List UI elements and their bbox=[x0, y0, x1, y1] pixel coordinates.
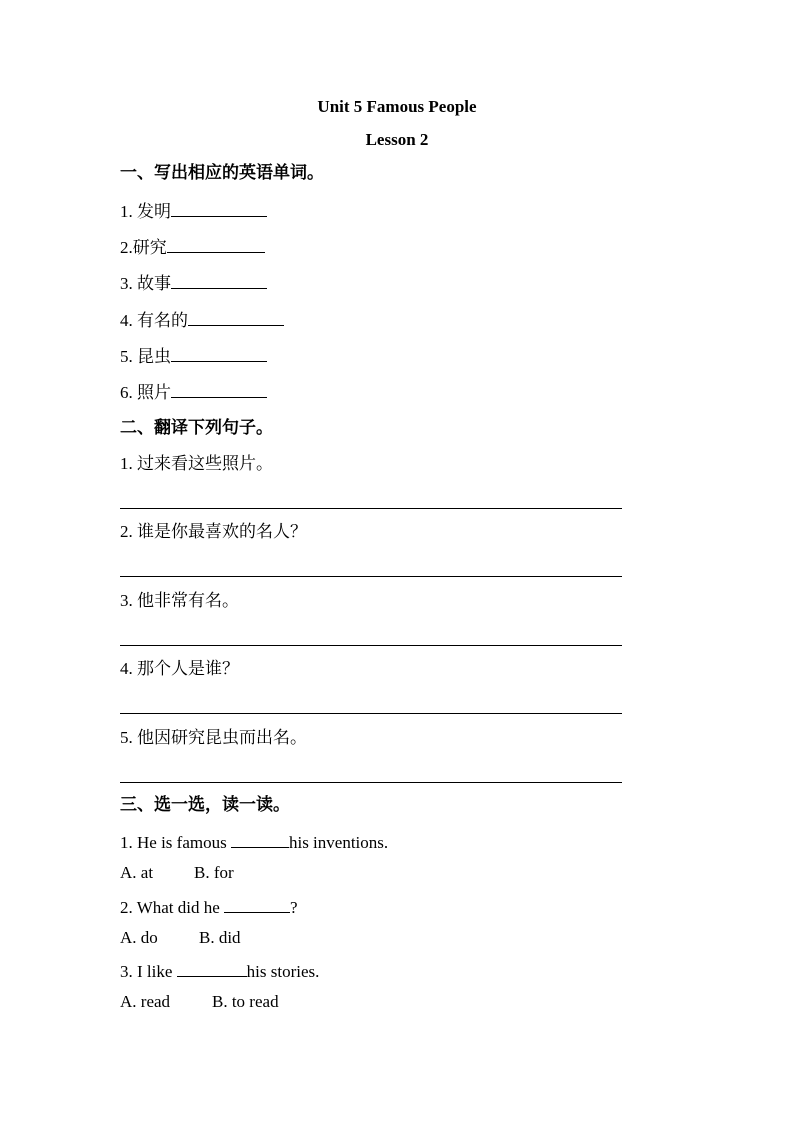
vocab-item-label: 5. 昆虫 bbox=[120, 347, 171, 366]
choice-question-3 bbox=[120, 960, 319, 982]
option-b[interactable]: B. to read bbox=[212, 992, 279, 1011]
translate-item-5: 5. 他因研究昆虫而出名。 bbox=[120, 728, 307, 747]
option-a[interactable]: A. at bbox=[120, 863, 154, 882]
vocab-item-4 bbox=[120, 309, 284, 331]
answer-blank[interactable] bbox=[171, 272, 267, 289]
question-text: 3. I like bbox=[120, 962, 177, 981]
option-b[interactable]: B. for bbox=[194, 863, 234, 882]
section-1-heading: 一、写出相应的英语单词。 bbox=[120, 163, 324, 182]
vocab-item-label: 1. 发明 bbox=[120, 202, 171, 221]
vocab-item-label: 4. 有名的 bbox=[120, 311, 188, 330]
vocab-item-6 bbox=[120, 381, 267, 403]
vocab-item-5 bbox=[120, 345, 267, 367]
answer-line[interactable] bbox=[120, 576, 622, 577]
answer-blank[interactable] bbox=[177, 960, 247, 977]
page-title: Unit 5 Famous People bbox=[317, 97, 477, 116]
choice-question-1 bbox=[120, 831, 388, 853]
answer-line[interactable] bbox=[120, 508, 622, 509]
answer-blank[interactable] bbox=[171, 200, 267, 217]
answer-line[interactable] bbox=[120, 782, 622, 783]
question-text: 1. He is famous bbox=[120, 833, 231, 852]
choice-options-2 bbox=[120, 928, 241, 948]
answer-blank[interactable] bbox=[188, 309, 284, 326]
answer-blank[interactable] bbox=[171, 381, 267, 398]
answer-blank[interactable] bbox=[224, 896, 290, 913]
option-a[interactable]: A. do bbox=[120, 928, 158, 947]
choice-question-2 bbox=[120, 896, 298, 918]
vocab-item-2 bbox=[120, 236, 265, 258]
option-b[interactable]: B. did bbox=[199, 928, 241, 947]
question-text: 2. What did he bbox=[120, 898, 225, 917]
answer-blank[interactable] bbox=[167, 236, 265, 253]
vocab-item-3 bbox=[120, 272, 267, 294]
section-3-heading: 三、选一选，读一读。 bbox=[120, 795, 290, 814]
answer-blank[interactable] bbox=[231, 831, 289, 848]
translate-item-1: 1. 过来看这些照片。 bbox=[120, 454, 273, 473]
translate-item-3: 3. 他非常有名。 bbox=[120, 591, 239, 610]
vocab-item-label: 3. 故事 bbox=[120, 274, 171, 293]
choice-options-3 bbox=[120, 992, 279, 1012]
choice-options-1 bbox=[120, 863, 234, 883]
page-subtitle: Lesson 2 bbox=[365, 130, 429, 149]
question-text: his stories. bbox=[246, 962, 320, 981]
vocab-item-label: 6. 照片 bbox=[120, 383, 171, 402]
question-text: his inventions. bbox=[288, 833, 389, 852]
option-a[interactable]: A. read bbox=[120, 992, 171, 1011]
vocab-item-1 bbox=[120, 200, 267, 222]
vocab-item-label: 2.研究 bbox=[120, 238, 167, 257]
translate-item-2: 2. 谁是你最喜欢的名人？ bbox=[120, 522, 307, 541]
section-2-heading: 二、翻译下列句子。 bbox=[120, 418, 273, 437]
answer-line[interactable] bbox=[120, 713, 622, 714]
translate-item-4: 4. 那个人是谁？ bbox=[120, 659, 239, 678]
answer-blank[interactable] bbox=[171, 345, 267, 362]
question-text: ? bbox=[290, 898, 298, 917]
answer-line[interactable] bbox=[120, 645, 622, 646]
